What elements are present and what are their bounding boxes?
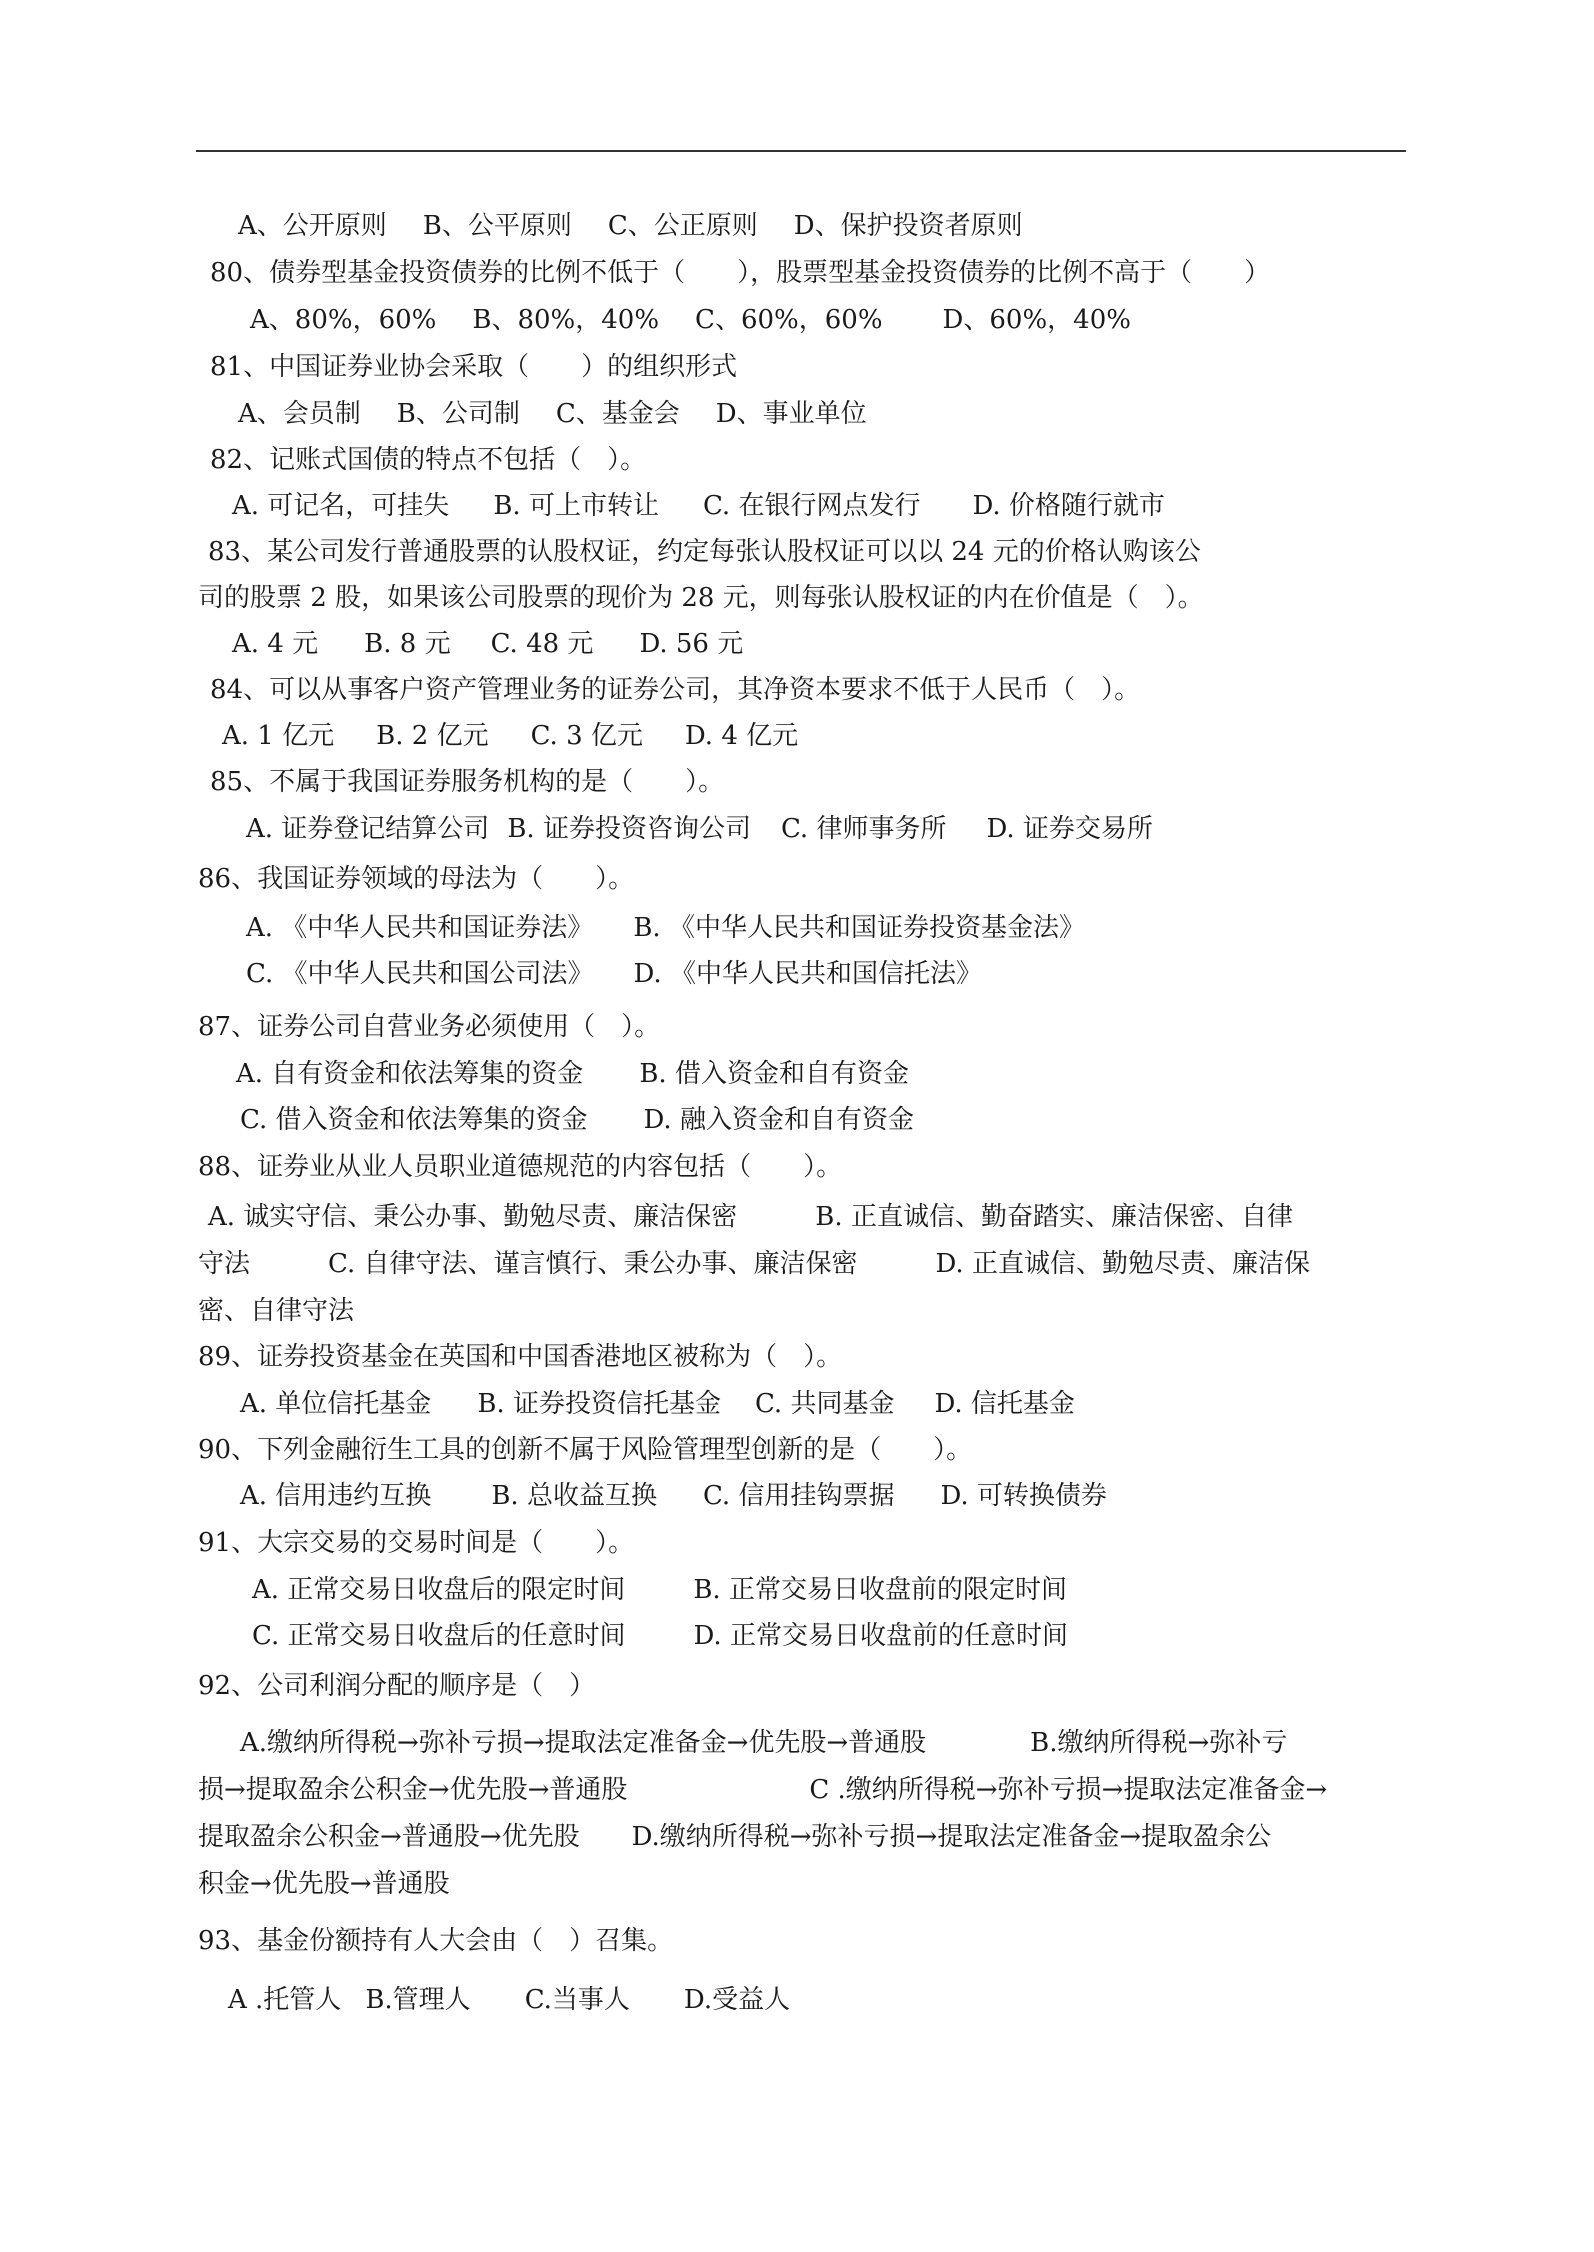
option-d: D. 价格随行就市 bbox=[972, 491, 1165, 521]
header-rule bbox=[196, 150, 1406, 152]
options-line-3: 提取盈余公积金→普通股→优先股 D.缴纳所得税→弥补亏损→提取法定准备金→提取盈余公 bbox=[198, 1822, 1272, 1852]
option-a: A、公开原则 bbox=[238, 211, 387, 241]
options-line-2: 守法 C. 自律守法、谨言慎行、秉公办事、廉洁保密 D. 正直诚信、勤勉尽责、廉洁保 bbox=[198, 1249, 1310, 1279]
option-row bbox=[246, 957, 982, 991]
question-stem: 90、下列金融衍生工具的创新不属于风险管理型创新的是（ ）。 bbox=[198, 1435, 973, 1465]
option-row bbox=[232, 489, 1165, 523]
option-row bbox=[250, 303, 1131, 337]
option-d: D、60%，40% bbox=[942, 305, 1131, 335]
question-stem: 83、某公司发行普通股票的认股权证，约定每张认股权证可以以 24 元的价格认购该公 bbox=[208, 537, 1201, 567]
question-stem: 89、证券投资基金在英国和中国香港地区被称为（ ）。 bbox=[198, 1342, 843, 1372]
option-b: B. 可上市转让 bbox=[493, 491, 659, 521]
option-a: A. 单位信托基金 bbox=[240, 1389, 432, 1419]
options-line-2: 损→提取盈余公积金→优先股→普通股 C .缴纳所得税→弥补亏损→提取法定准备金→ bbox=[198, 1775, 1328, 1805]
option-a: A. 信用违约互换 bbox=[240, 1481, 432, 1511]
option-c: C. 在银行网点发行 bbox=[702, 491, 921, 521]
option-row bbox=[252, 1573, 1067, 1607]
option-a: A、80%，60% bbox=[250, 305, 437, 335]
option-d: D. 融入资金和自有资金 bbox=[643, 1105, 914, 1135]
option-row bbox=[246, 812, 1153, 846]
option-row bbox=[228, 1983, 790, 2017]
option-row bbox=[240, 1387, 1075, 1421]
option-b: B. 正常交易日收盘前的限定时间 bbox=[693, 1575, 1067, 1605]
question-stem: 84、可以从事客户资产管理业务的证券公司，其净资本要求不低于人民币（ ）。 bbox=[210, 675, 1141, 705]
option-c: C.当事人 bbox=[524, 1985, 630, 2015]
option-c: C. 信用挂钩票据 bbox=[702, 1481, 895, 1511]
option-d: D. 《中华人民共和国信托法》 bbox=[633, 959, 982, 989]
option-b: B. 总收益互换 bbox=[491, 1481, 657, 1511]
question-stem: 87、证券公司自营业务必须使用（ ）。 bbox=[198, 1012, 661, 1042]
option-b: B. 证券投资咨询公司 bbox=[507, 814, 751, 844]
option-c: C. 借入资金和依法筹集的资金 bbox=[240, 1105, 588, 1135]
option-row bbox=[240, 1479, 1107, 1513]
option-c: C、公正原则 bbox=[607, 211, 758, 241]
option-c: C. 《中华人民共和国公司法》 bbox=[246, 959, 594, 989]
option-row bbox=[238, 209, 1023, 243]
option-d: D、事业单位 bbox=[715, 399, 867, 429]
option-c: C. 3 亿元 bbox=[530, 721, 643, 751]
option-c: C、基金会 bbox=[555, 399, 680, 429]
option-d: D、保护投资者原则 bbox=[793, 211, 1023, 241]
option-b: B. 证券投资信托基金 bbox=[477, 1389, 721, 1419]
option-b: B、80%，40% bbox=[472, 305, 660, 335]
option-d: D.受益人 bbox=[683, 1985, 791, 2015]
options-line-1: A. 诚实守信、秉公办事、勤勉尽责、廉洁保密 B. 正直诚信、勤奋踏实、廉洁保密、自律 bbox=[208, 1202, 1293, 1232]
question-stem: 88、证券业从业人员职业道德规范的内容包括（ ）。 bbox=[198, 1152, 843, 1182]
question-stem: 80、债券型基金投资债券的比例不低于（ ），股票型基金投资债券的比例不高于（ ） bbox=[210, 258, 1271, 288]
option-b: B. 《中华人民共和国证券投资基金法》 bbox=[633, 913, 1085, 943]
option-b: B. 8 元 bbox=[364, 629, 451, 659]
option-b: B、公平原则 bbox=[422, 211, 572, 241]
option-a: A. 4 元 bbox=[232, 629, 319, 659]
question-stem: 91、大宗交易的交易时间是（ ）。 bbox=[198, 1528, 635, 1558]
options-line-1: A.缴纳所得税→弥补亏损→提取法定准备金→优先股→普通股 B.缴纳所得税→弥补亏 bbox=[240, 1728, 1288, 1758]
option-row bbox=[236, 1057, 909, 1091]
option-row bbox=[252, 1619, 1068, 1653]
option-a: A. 自有资金和依法筹集的资金 bbox=[236, 1059, 584, 1089]
option-a: A. 可记名，可挂失 bbox=[232, 491, 450, 521]
option-b: B、公司制 bbox=[396, 399, 520, 429]
options-line-4: 积金→优先股→普通股 bbox=[198, 1869, 450, 1899]
option-a: A. 证券登记结算公司 bbox=[246, 814, 490, 844]
option-b: B. 2 亿元 bbox=[376, 721, 489, 751]
options-line-3: 密、自律守法 bbox=[198, 1296, 355, 1326]
question-stem: 86、我国证券领域的母法为（ ）。 bbox=[198, 864, 635, 894]
option-c: C. 律师事务所 bbox=[780, 814, 947, 844]
question-stem: 85、不属于我国证券服务机构的是（ ）。 bbox=[210, 767, 725, 797]
option-d: D. 56 元 bbox=[639, 629, 744, 659]
option-d: D. 4 亿元 bbox=[684, 721, 799, 751]
option-c: C、60%，60% bbox=[695, 305, 883, 335]
option-d: D. 正常交易日收盘前的任意时间 bbox=[693, 1621, 1068, 1651]
option-c: C. 共同基金 bbox=[754, 1389, 895, 1419]
option-b: B.管理人 bbox=[365, 1985, 471, 2015]
option-row bbox=[246, 911, 1085, 945]
question-stem: 81、中国证券业协会采取（ ）的组织形式 bbox=[210, 352, 738, 382]
option-row bbox=[238, 397, 867, 431]
option-row bbox=[240, 1103, 914, 1137]
option-b: B. 借入资金和自有资金 bbox=[639, 1059, 909, 1089]
option-c: C. 48 元 bbox=[490, 629, 594, 659]
option-a: A .托管人 bbox=[228, 1985, 342, 2015]
question-stem: 82、记账式国债的特点不包括（ ）。 bbox=[210, 445, 647, 475]
question-stem: 92、公司利润分配的顺序是（ ） bbox=[198, 1671, 596, 1701]
question-stem-continued: 司的股票 2 股，如果该公司股票的现价为 28 元，则每张认股权证的内在价值是（ ）。 bbox=[198, 583, 1204, 613]
option-d: D. 证券交易所 bbox=[986, 814, 1153, 844]
option-row bbox=[232, 627, 743, 661]
option-d: D. 可转换债券 bbox=[940, 1481, 1107, 1511]
option-c: C. 正常交易日收盘后的任意时间 bbox=[252, 1621, 626, 1651]
question-stem: 93、基金份额持有人大会由（ ）召集。 bbox=[198, 1926, 674, 1956]
option-d: D. 信托基金 bbox=[934, 1389, 1075, 1419]
option-a: A、会员制 bbox=[238, 399, 361, 429]
option-a: A. 正常交易日收盘后的限定时间 bbox=[252, 1575, 626, 1605]
option-row bbox=[222, 719, 798, 753]
option-a: A. 1 亿元 bbox=[222, 721, 335, 751]
option-a: A. 《中华人民共和国证券法》 bbox=[246, 913, 594, 943]
